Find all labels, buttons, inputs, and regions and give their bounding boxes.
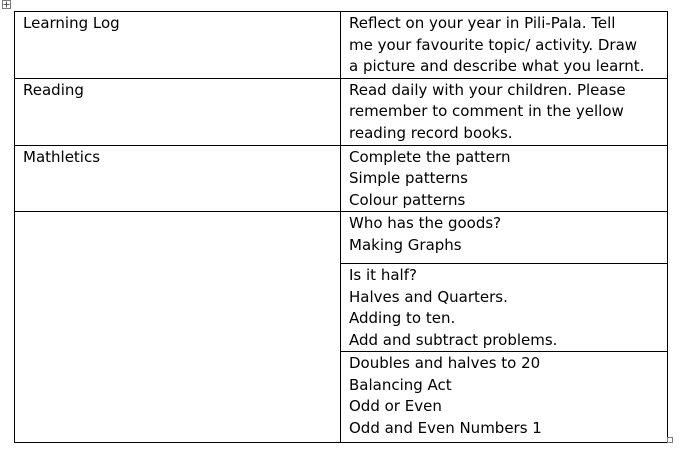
table-resize-handle-icon[interactable] — [667, 437, 673, 443]
content-line: Colour patterns — [349, 190, 466, 209]
content-line: Complete the pattern — [349, 147, 511, 166]
row-content-cell[interactable] — [341, 352, 668, 443]
empty-merged-cell[interactable] — [15, 212, 341, 443]
row-content-cell[interactable] — [341, 78, 668, 145]
content-line: Simple patterns — [349, 169, 468, 187]
content-line: Is it half? — [349, 266, 417, 284]
content-line: Odd and Even Numbers 1 — [349, 418, 542, 437]
row-label: Learning Log — [23, 14, 120, 32]
row-label-cell[interactable] — [15, 78, 341, 145]
content-line: Adding to ten. — [349, 309, 456, 327]
content-line: Read daily with your children. Please — [349, 80, 626, 99]
content-line: Odd or Even — [349, 397, 442, 415]
row-label-cell[interactable] — [15, 145, 341, 212]
table-row — [15, 212, 668, 264]
row-label-cell[interactable] — [15, 12, 341, 79]
row-content-cell[interactable] — [341, 212, 668, 264]
row-content-cell[interactable] — [341, 264, 668, 352]
content-line: Reflect on your year in Pili-Pala. Tell — [349, 14, 616, 32]
row-label: Reading — [23, 80, 84, 99]
table-move-handle-icon[interactable] — [2, 0, 11, 9]
row-label: Mathletics — [23, 147, 101, 166]
content-line: me your favourite topic/ activity. Draw — [349, 35, 638, 54]
content-line: Balancing Act — [349, 375, 452, 394]
content-line: a picture and describe what you learnt. — [349, 57, 645, 75]
row-content-cell[interactable] — [341, 12, 668, 79]
content-line: Who has the goods? — [349, 214, 502, 232]
row-content-cell[interactable] — [341, 145, 668, 212]
content-line: reading record books. — [349, 123, 513, 142]
content-line: Doubles and halves to 20 — [349, 354, 541, 372]
table-row — [15, 145, 668, 212]
content-line: Making Graphs — [349, 235, 462, 254]
content-line: remember to comment in the yellow — [349, 102, 624, 120]
content-line: Add and subtract problems. — [349, 330, 558, 349]
homework-table — [14, 11, 668, 443]
content-line: Halves and Quarters. — [349, 287, 508, 306]
table-row — [15, 12, 668, 79]
table-row — [15, 78, 668, 145]
